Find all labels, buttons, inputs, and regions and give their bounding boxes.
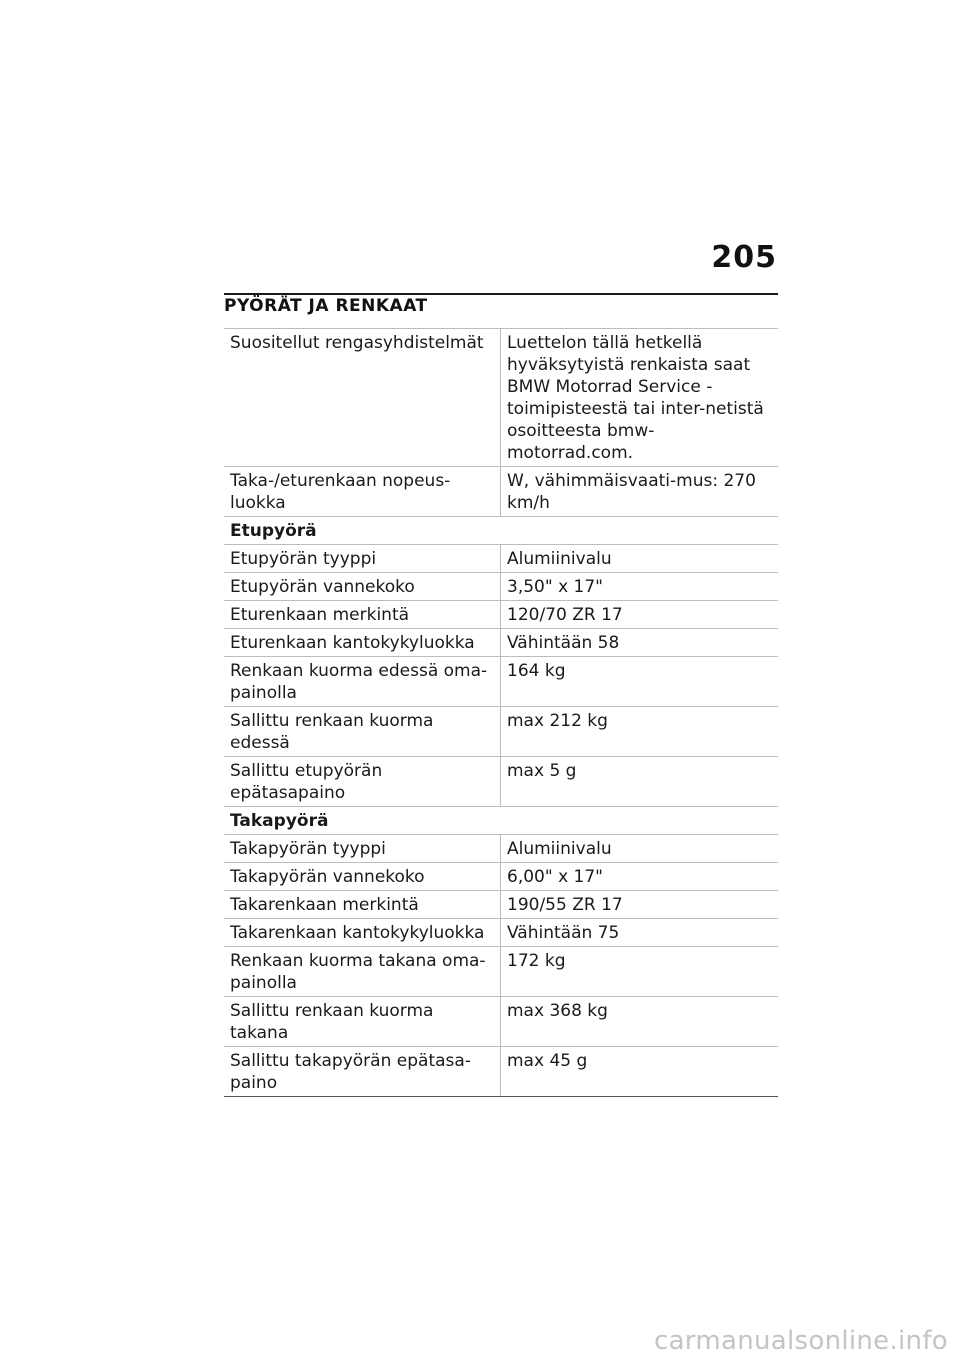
table-row — [224, 757, 778, 807]
table-row — [224, 657, 778, 707]
table-row — [224, 573, 778, 601]
table-row — [224, 545, 778, 573]
row-label: Taka-/eturenkaan nopeus-luokka — [224, 467, 501, 517]
row-value: 3,50" x 17" — [501, 573, 779, 601]
row-value: 6,00" x 17" — [501, 863, 779, 891]
table-row — [224, 919, 778, 947]
row-value: max 368 kg — [501, 997, 779, 1047]
section-title: PYÖRÄT JA RENKAAT — [224, 296, 428, 316]
row-label: Takapyörän tyyppi — [224, 835, 501, 863]
row-value: max 45 g — [501, 1047, 779, 1097]
row-label: Sallittu takapyörän epätasa-paino — [224, 1047, 501, 1097]
row-label: Takarenkaan merkintä — [224, 891, 501, 919]
row-value: max 5 g — [501, 757, 779, 807]
row-label: Takarenkaan kantokykyluokka — [224, 919, 501, 947]
row-label: Etupyörän vannekoko — [224, 573, 501, 601]
row-value: 190/55 ZR 17 — [501, 891, 779, 919]
row-label: Sallittu etupyörän epätasapaino — [224, 757, 501, 807]
row-label: Etupyörän tyyppi — [224, 545, 501, 573]
row-label: Suositellut rengasyhdistelmät — [224, 329, 501, 467]
row-label: Sallittu renkaan kuorma takana — [224, 997, 501, 1047]
table-row — [224, 863, 778, 891]
table-row — [224, 467, 778, 517]
row-value: 164 kg — [501, 657, 779, 707]
row-label: Eturenkaan kantokykyluokka — [224, 629, 501, 657]
row-label: Sallittu renkaan kuorma edessä — [224, 707, 501, 757]
page-number: 205 — [711, 240, 777, 275]
group-header-rear-wheel — [224, 807, 778, 835]
row-value: Vähintään 58 — [501, 629, 779, 657]
table-row — [224, 707, 778, 757]
row-value: W, vähimmäisvaati-mus: 270 km/h — [501, 467, 779, 517]
table-row — [224, 997, 778, 1047]
row-label: Takapyörän vannekoko — [224, 863, 501, 891]
table-row — [224, 329, 778, 467]
watermark-text: carmanualsonline.info — [653, 1326, 948, 1356]
table-row — [224, 891, 778, 919]
row-value: 172 kg — [501, 947, 779, 997]
group-label: Etupyörä — [224, 517, 778, 545]
row-value: Alumiinivalu — [501, 545, 779, 573]
table-row — [224, 1047, 778, 1097]
spec-table — [224, 328, 778, 1097]
row-value: Vähintään 75 — [501, 919, 779, 947]
table-row — [224, 835, 778, 863]
title-rule — [224, 293, 778, 295]
row-label: Eturenkaan merkintä — [224, 601, 501, 629]
row-label: Renkaan kuorma edessä oma-painolla — [224, 657, 501, 707]
row-value: Luettelon tällä hetkellä hyväksytyistä renkaista saat BMW Motorrad Service -toimipisteestä tai inter-netistä osoitteesta bmw-motorrad.com. — [501, 329, 779, 467]
row-value: max 212 kg — [501, 707, 779, 757]
table-row — [224, 947, 778, 997]
row-value: 120/70 ZR 17 — [501, 601, 779, 629]
group-header-front-wheel — [224, 517, 778, 545]
row-value: Alumiinivalu — [501, 835, 779, 863]
table-row — [224, 601, 778, 629]
row-label: Renkaan kuorma takana oma-painolla — [224, 947, 501, 997]
group-label: Takapyörä — [224, 807, 778, 835]
table-row — [224, 629, 778, 657]
